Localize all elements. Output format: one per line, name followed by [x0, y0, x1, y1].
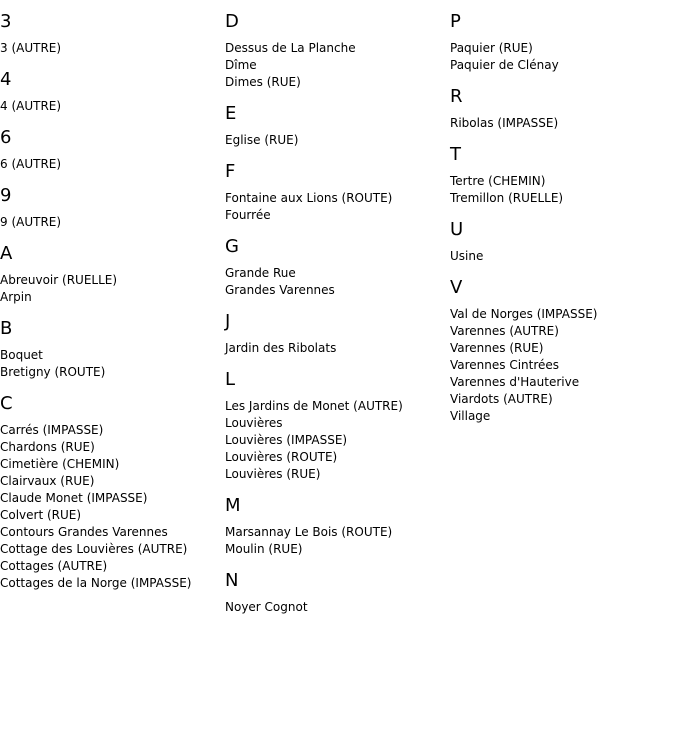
street-list: [225, 599, 445, 616]
letter-heading: V: [450, 277, 463, 298]
street-entry: Cimetière (CHEMIN): [0, 457, 120, 471]
street-entry: Cottages de la Norge (IMPASSE): [0, 576, 192, 590]
letter-heading: J: [225, 311, 231, 332]
letter-group: [0, 317, 220, 381]
letter-group: [450, 276, 670, 425]
street-entry: 9 (AUTRE): [0, 215, 62, 229]
street-entry: Varennes d'Hauterive: [450, 375, 580, 389]
letter-group: [225, 102, 445, 149]
street-entry: Noyer Cognot: [225, 600, 308, 614]
street-entry: Cottage des Louvières (AUTRE): [0, 542, 188, 556]
letter-group: [225, 494, 445, 558]
letter-heading: U: [450, 219, 464, 240]
street-list: [225, 132, 445, 149]
street-entry: Paquier de Clénay: [450, 58, 559, 72]
street-entry: Bretigny (ROUTE): [0, 365, 106, 379]
street-entry: Dessus de La Planche: [225, 41, 356, 55]
street-entry: Chardons (RUE): [0, 440, 95, 454]
letter-heading: 6: [0, 127, 12, 148]
street-entry: Grande Rue: [225, 266, 296, 280]
letter-group: [0, 126, 220, 173]
street-list: [225, 398, 445, 483]
letter-heading: 4: [0, 69, 12, 90]
street-entry: Louvières (ROUTE): [225, 450, 338, 464]
street-entry: Grandes Varennes: [225, 283, 335, 297]
street-entry: Colvert (RUE): [0, 508, 82, 522]
street-entry: Val de Norges (IMPASSE): [450, 307, 598, 321]
street-entry: Clairvaux (RUE): [0, 474, 95, 488]
street-entry: Louvières: [225, 416, 283, 430]
letter-group: [0, 184, 220, 231]
letter-heading: D: [225, 11, 239, 32]
letter-heading: B: [0, 318, 13, 339]
letter-heading: E: [225, 103, 237, 124]
street-list: [225, 524, 445, 558]
street-list: [225, 40, 445, 91]
street-entry: 4 (AUTRE): [0, 99, 62, 113]
street-entry: Eglise (RUE): [225, 133, 299, 147]
street-list: [0, 272, 220, 306]
street-entry: Boquet: [0, 348, 43, 362]
index-column: [225, 10, 445, 627]
letter-heading: G: [225, 236, 239, 257]
street-entry: Moulin (RUE): [225, 542, 303, 556]
street-entry: Cottages (AUTRE): [0, 559, 108, 573]
street-entry: Village: [450, 409, 491, 423]
letter-group: [0, 68, 220, 115]
street-entry: 6 (AUTRE): [0, 157, 62, 171]
street-entry: Louvières (RUE): [225, 467, 321, 481]
letter-heading: L: [225, 369, 236, 390]
street-list: [450, 115, 670, 132]
street-entry: Les Jardins de Monet (AUTRE): [225, 399, 403, 413]
street-entry: Viardots (AUTRE): [450, 392, 553, 406]
letter-heading: N: [225, 570, 239, 591]
street-entry: Fontaine aux Lions (ROUTE): [225, 191, 393, 205]
street-list: [0, 40, 220, 57]
street-list: [225, 265, 445, 299]
street-entry: Abreuvoir (RUELLE): [0, 273, 118, 287]
street-entry: Varennes (RUE): [450, 341, 544, 355]
letter-heading: T: [450, 144, 461, 165]
letter-heading: 9: [0, 185, 12, 206]
street-entry: Dîme: [225, 58, 257, 72]
letter-heading: C: [0, 393, 13, 414]
street-entry: Tertre (CHEMIN): [450, 174, 546, 188]
street-list: [450, 40, 670, 74]
street-entry: Arpin: [0, 290, 32, 304]
letter-group: [0, 10, 220, 57]
index-column: [0, 10, 220, 603]
letter-group: [450, 218, 670, 265]
street-entry: Varennes (AUTRE): [450, 324, 559, 338]
street-list: [225, 190, 445, 224]
street-entry: Claude Monet (IMPASSE): [0, 491, 148, 505]
street-entry: Fourrée: [225, 208, 271, 222]
street-entry: Varennes Cintrées: [450, 358, 560, 372]
letter-group: [225, 160, 445, 224]
letter-group: [450, 143, 670, 207]
letter-group: [225, 10, 445, 91]
street-list: [450, 248, 670, 265]
street-list: [0, 156, 220, 173]
letter-group: [225, 310, 445, 357]
street-entry: 3 (AUTRE): [0, 41, 62, 55]
street-list: [0, 422, 220, 592]
street-entry: Paquier (RUE): [450, 41, 533, 55]
street-entry: Jardin des Ribolats: [225, 341, 337, 355]
street-entry: Louvières (IMPASSE): [225, 433, 348, 447]
letter-heading: M: [225, 495, 241, 516]
letter-group: [0, 392, 220, 592]
street-entry: Marsannay Le Bois (ROUTE): [225, 525, 393, 539]
street-list: [225, 340, 445, 357]
letter-heading: A: [0, 243, 13, 264]
street-entry: Tremillon (RUELLE): [450, 191, 564, 205]
letter-group: [450, 85, 670, 132]
street-list: [0, 347, 220, 381]
street-list: [0, 214, 220, 231]
street-list: [450, 306, 670, 425]
street-list: [0, 98, 220, 115]
letter-group: [450, 10, 670, 74]
letter-group: [225, 235, 445, 299]
letter-heading: 3: [0, 11, 12, 32]
index-column: [450, 10, 670, 436]
street-entry: Carrés (IMPASSE): [0, 423, 104, 437]
street-list: [450, 173, 670, 207]
letter-heading: F: [225, 161, 236, 182]
street-entry: Usine: [450, 249, 484, 263]
street-entry: Contours Grandes Varennes: [0, 525, 168, 539]
letter-group: [225, 569, 445, 616]
letter-group: [225, 368, 445, 483]
letter-heading: R: [450, 86, 463, 107]
letter-heading: P: [450, 11, 461, 32]
street-entry: Ribolas (IMPASSE): [450, 116, 559, 130]
street-entry: Dimes (RUE): [225, 75, 301, 89]
letter-group: [0, 242, 220, 306]
